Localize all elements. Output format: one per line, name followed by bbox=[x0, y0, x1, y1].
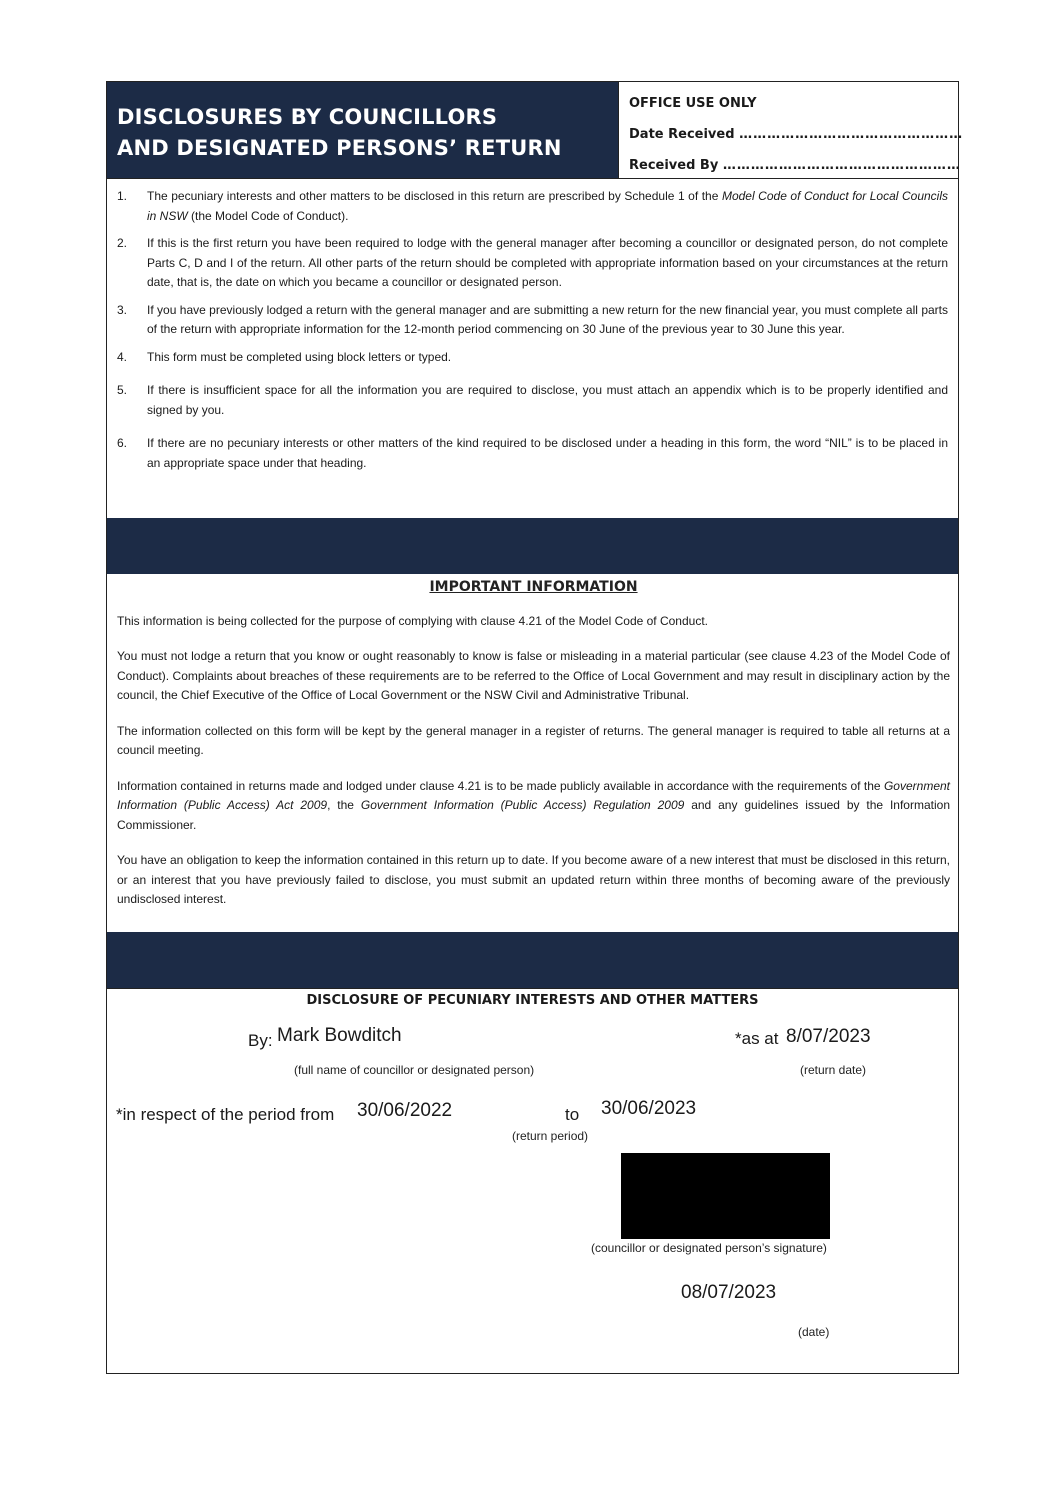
instruction-text: This form must be completed using block letters or typed. bbox=[147, 349, 452, 364]
instruction-item bbox=[117, 381, 950, 420]
period-from-value: 30/06/2022 bbox=[357, 1100, 453, 1121]
instruction-number: 2. bbox=[117, 236, 128, 250]
instruction-number: 1. bbox=[117, 189, 128, 203]
important-paragraph: The information collected on this form will be kept by the general manager in a register of returns. The general manager is required to table all returns at a council meeting. bbox=[117, 723, 950, 757]
received-by-dots: …………………………………………… bbox=[722, 158, 961, 173]
instruction-text: If there is insufficient space for all the information you are required to disclose, you must attach an appendix which is to be properly identified and signed by you. bbox=[147, 383, 948, 417]
as-at-label: *as at bbox=[735, 1029, 779, 1048]
date-received-field bbox=[629, 125, 964, 156]
instruction-italic-title: Model Code of Conduct for Local Councils in NSW bbox=[147, 189, 948, 223]
return-date-caption: (return date) bbox=[800, 1063, 867, 1077]
councillor-name-value: Mark Bowditch bbox=[277, 1025, 402, 1046]
instruction-item bbox=[117, 234, 950, 293]
section-divider-band bbox=[107, 518, 958, 574]
instructions-list bbox=[107, 178, 958, 518]
period-caption: (return period) bbox=[512, 1129, 589, 1143]
name-caption: (full name of councillor or designated person) bbox=[294, 1063, 535, 1077]
office-use-heading: OFFICE USE ONLY bbox=[629, 96, 757, 111]
return-date-value: 8/07/2023 bbox=[786, 1026, 871, 1047]
form-title-block bbox=[107, 82, 618, 178]
disclosure-heading: DISCLOSURE OF PECUNIARY INTERESTS AND OTHER MATTERS bbox=[306, 993, 759, 1008]
redacted-signature bbox=[621, 1153, 830, 1239]
instruction-item bbox=[117, 434, 950, 473]
important-paragraph: You have an obligation to keep the information contained in this return up to date. If you become aware of a new interest that must be disclosed in this return, or an interest that you have previously failed to disclose, you must submit an updated return within three months of becoming aware of the previously undisclosed interest. bbox=[117, 853, 950, 906]
date-caption: (date) bbox=[798, 1325, 830, 1339]
paragraph-text: and any guidelines issued by the Information Commissioner. bbox=[117, 798, 950, 832]
paragraph-text: , the bbox=[327, 798, 361, 812]
form-title-line1: DISCLOSURES BY COUNCILLORS bbox=[117, 105, 498, 129]
important-paragraph bbox=[117, 777, 950, 836]
received-by-label: Received By bbox=[629, 158, 719, 173]
instruction-text: If you have previously lodged a return with the general manager and are submitting a new return for the new financial year, you must complete all parts of the return with appropriate information for the 12-month period commencing on 30 June of the previous year to 30 June this year. bbox=[147, 302, 948, 336]
disclosure-section bbox=[107, 988, 958, 1373]
important-information-section bbox=[107, 574, 958, 932]
instruction-text: If this is the first return you have been required to lodge with the general manager after becoming a councillor or designated person, do not complete Parts C, D and I of the return. All other parts of the return should be completed with appropriate information based on your circumstances at the return date, that is, the date on which you became a councillor or designated person. bbox=[147, 236, 948, 289]
instruction-text-part: The pecuniary interests and other matters to be disclosed in this return are prescribed by Schedule 1 of the bbox=[147, 189, 722, 203]
important-paragraph: This information is being collected for the purpose of complying with clause 4.21 of the Model Code of Conduct. bbox=[117, 613, 708, 628]
regulation-title: Government Information (Public Access) Regulation 2009 bbox=[360, 798, 685, 812]
important-information-heading: IMPORTANT INFORMATION bbox=[429, 579, 638, 595]
date-received-dots: ………………………………………… bbox=[739, 127, 964, 142]
signed-date-value: 08/07/2023 bbox=[681, 1282, 777, 1303]
important-paragraph: You must not lodge a return that you know or ought reasonably to know is false or misleading in a material particular (see clause 4.23 of the Model Code of Conduct). Complaints about breaches of these requirements are to be referred to the Office of Local Government and may result in disciplinary action by the council, the Chief Executive of the Office of Local Government or the NSW Civil and Administrative Tribunal. bbox=[117, 649, 950, 702]
instruction-item bbox=[117, 301, 950, 340]
form-title-line2: AND DESIGNATED PERSONS’ RETURN bbox=[117, 136, 562, 160]
period-label: *in respect of the period from bbox=[116, 1105, 335, 1124]
date-received-label: Date Received bbox=[629, 127, 735, 142]
signature-caption: (councillor or designated person’s signature) bbox=[591, 1241, 827, 1255]
instruction-item bbox=[117, 187, 950, 226]
instruction-number: 3. bbox=[117, 302, 128, 317]
instruction-text: If there are no pecuniary interests or other matters of the kind required to be disclosed under a heading in this form, the word “NIL” is to be placed in an appropriate space under that heading. bbox=[147, 436, 948, 470]
disclosure-form bbox=[106, 81, 964, 1374]
act-title: Government Information (Public Access) Act 2009 bbox=[117, 778, 950, 812]
to-label: to bbox=[565, 1105, 580, 1124]
instruction-number: 4. bbox=[117, 349, 128, 364]
instruction-number: 5. bbox=[117, 383, 128, 397]
section-divider-band bbox=[107, 932, 958, 988]
paragraph-text: Information contained in returns made and lodged under clause 4.21 is to be made publicly available in accordance with the requirements of the bbox=[117, 778, 884, 793]
office-use-box bbox=[618, 82, 964, 178]
instruction-number: 6. bbox=[117, 436, 128, 450]
instruction-text bbox=[147, 187, 950, 226]
instruction-item bbox=[117, 348, 950, 368]
period-to-value: 30/06/2023 bbox=[601, 1098, 697, 1119]
by-label: By: bbox=[248, 1031, 273, 1050]
instruction-text-part: (the Model Code of Conduct). bbox=[187, 208, 349, 223]
